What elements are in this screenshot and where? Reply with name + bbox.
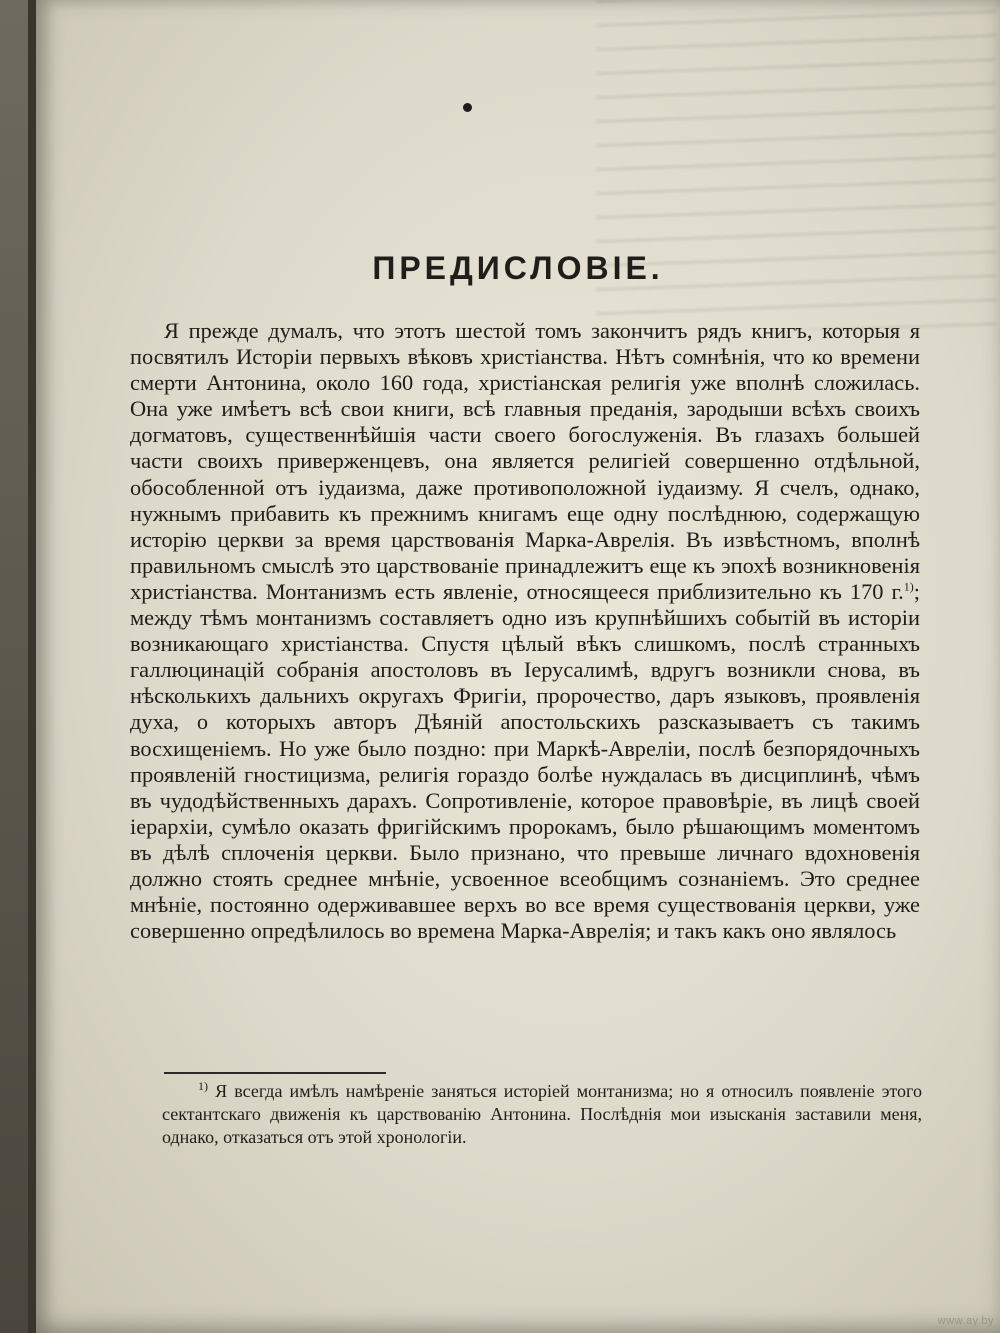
footnote-text: Я всегда имѣлъ намѣреніе заняться исторіей монтанизма; но я относилъ появленіе этого сектантскаго движенія къ царствованію Антонина. Послѣднія мои изысканія заставили меня, однако, отказаться отъ этой хронологіи. [162, 1081, 922, 1147]
preface-paragraph [130, 318, 920, 944]
page-title: ПРЕДИСЛОВІЕ. [372, 250, 664, 286]
watermark: www.ay.by [937, 1315, 994, 1327]
paragraph-text-part-2: ; между тѣмъ монтанизмъ составляетъ одно изъ крупнѣйшихъ событій въ исторіи возникающаго христіанства. Спустя цѣлый вѣкъ слишкомъ, послѣ странныхъ галлюцинацій собранія апостоловъ въ Іерусалимѣ, вдругъ возникли снова, въ нѣсколькихъ дальнихъ округахъ Фригіи, пророчество, даръ языковъ, проявленія духа, о которыхъ авторъ Дѣяній апостольскихъ разсказываетъ съ такимъ восхищеніемъ. Но уже было поздно: при Маркѣ-Авреліи, послѣ безпорядочныхъ проявленій гностицизма, религія гораздо болѣе нуждалась въ дисциплинѣ, чѣмъ въ чудодѣйственныхъ дарахъ. Сопротивленіе, которое правовѣріе, въ лицѣ своей іерархіи, сумѣло оказать фригійскимъ пророкамъ, было рѣшающимъ моментомъ въ дѣлѣ сплоченія церкви. Было признано, что превыше личнаго вдохновенія должно стоять среднее мнѣніе, усвоенное всеобщимъ сознаніемъ. Это среднее мнѣніе, постоянно одерживавшее верхъ во все время существованія церкви, уже совершенно опредѣлилось во времена Марка-Аврелія; и такъ какъ оно являлось [130, 578, 920, 944]
footnote-reference: 1) [903, 579, 914, 594]
footnote-divider [164, 1072, 386, 1074]
footnote [162, 1080, 922, 1149]
footnote-marker: 1) [198, 1079, 208, 1093]
ornament-dot [463, 103, 472, 112]
book-page [36, 0, 1000, 1333]
paragraph-text-part-1: Я прежде думалъ, что этотъ шестой томъ закончитъ рядъ книгъ, которыя я посвятилъ Исторіи первыхъ вѣковъ христіанства. Нѣтъ сомнѣнія, что ко времени смерти Антонина, около 160 года, христіанская религія уже вполнѣ сложилась. Она уже имѣетъ всѣ свои книги, всѣ главныя преданія, зародыши всѣхъ своихъ догматовъ, существеннѣйшія части своего богослуженія. Въ глазахъ большей части своихъ приверженцевъ, она является религіей совершенно отдѣльной, обособленной отъ іудаизма, даже противоположной іудаизму. Я счелъ, однако, нужнымъ прибавить къ прежнимъ книгамъ еще одну послѣднюю, содержащую исторію церкви за время царствованія Марка-Аврелія. Въ извѣстномъ, вполнѣ правильномъ смыслѣ это царствованіе принадлежитъ еще къ эпохѣ возникновенія христіанства. Монтанизмъ есть явленіе, относящееся приблизительно къ 170 г. [130, 318, 920, 604]
